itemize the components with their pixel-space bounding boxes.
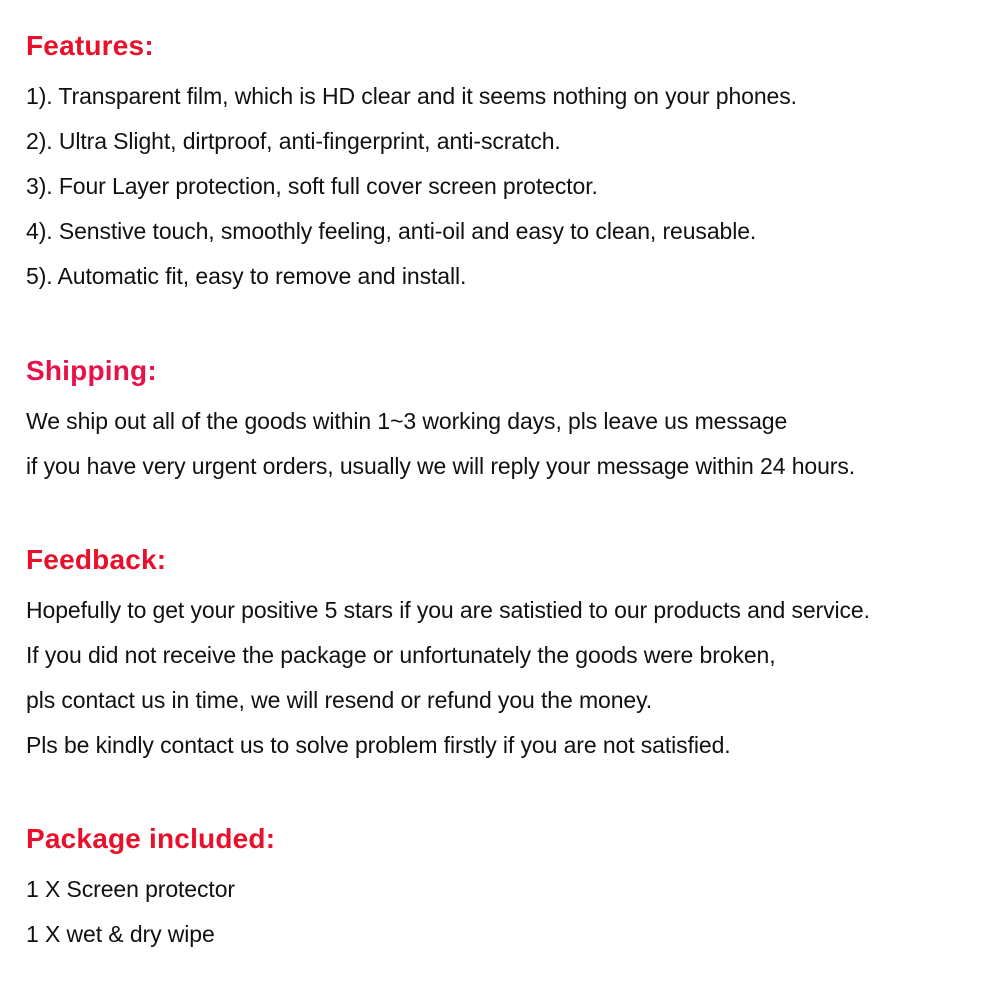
shipping-section (26, 355, 996, 489)
shipping-heading: Shipping: (26, 355, 157, 386)
features-item: 1). Transparent film, which is HD clear and it seems nothing on your phones. (26, 83, 797, 109)
feedback-section (26, 544, 996, 768)
feedback-line: Pls be kindly contact us to solve problem firstly if you are not satisfied. (26, 732, 731, 758)
package-item: 1 X wet & dry wipe (26, 921, 215, 947)
features-item: 5). Automatic fit, easy to remove and install. (26, 263, 467, 289)
package-heading: Package included: (26, 823, 276, 854)
shipping-text (26, 399, 996, 489)
shipping-line: We ship out all of the goods within 1~3 working days, pls leave us message (26, 408, 788, 434)
package-section (26, 823, 996, 957)
features-list (26, 74, 996, 299)
feedback-line: If you did not receive the package or unfortunately the goods were broken, (26, 642, 776, 668)
features-heading: Features: (26, 30, 154, 61)
feedback-text (26, 588, 996, 768)
features-item: 4). Senstive touch, smoothly feeling, anti-oil and easy to clean, reusable. (26, 218, 757, 244)
features-item: 3). Four Layer protection, soft full cover screen protector. (26, 173, 598, 199)
feedback-line: pls contact us in time, we will resend or refund you the money. (26, 687, 653, 713)
features-section (26, 30, 996, 299)
package-list (26, 867, 996, 957)
feedback-heading: Feedback: (26, 544, 167, 575)
features-item: 2). Ultra Slight, dirtproof, anti-fingerprint, anti-scratch. (26, 128, 561, 154)
shipping-line: if you have very urgent orders, usually we will reply your message within 24 hours. (26, 453, 856, 479)
package-item: 1 X Screen protector (26, 876, 235, 902)
feedback-line: Hopefully to get your positive 5 stars if you are satistied to our products and service. (26, 597, 870, 623)
